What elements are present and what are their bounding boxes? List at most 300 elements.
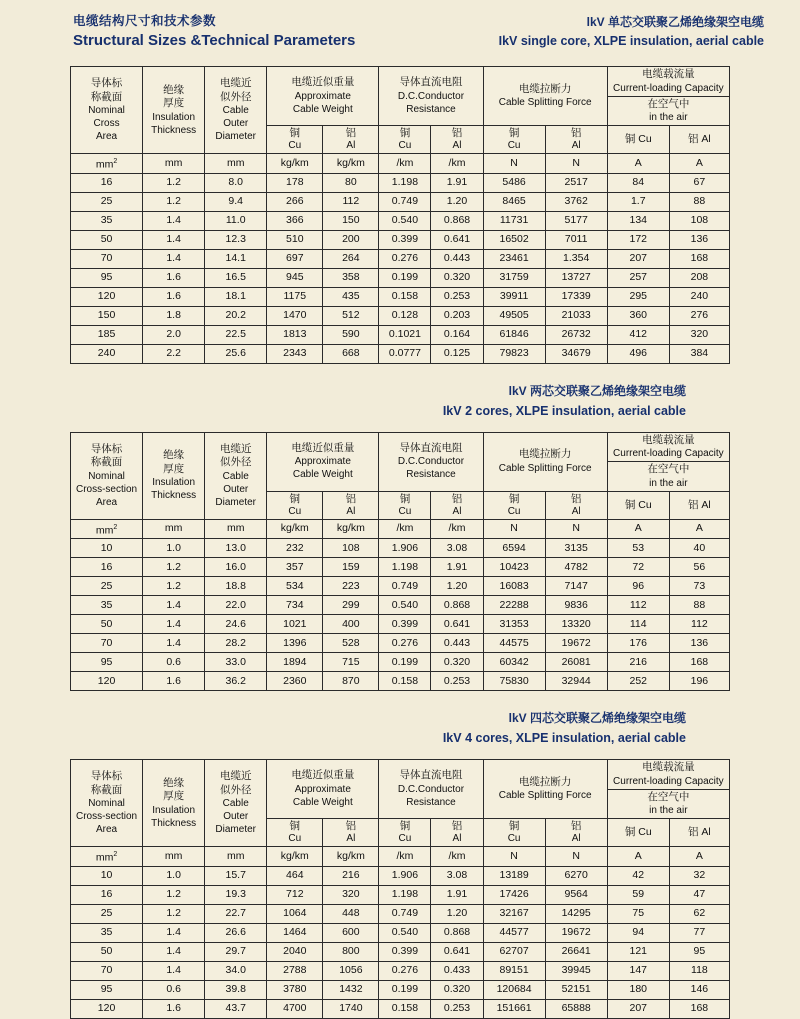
unit-weight-al: kg/km <box>323 519 379 539</box>
table-cell: 800 <box>323 942 379 961</box>
table-cell: 118 <box>669 961 729 980</box>
unit-weight-cu: kg/km <box>267 519 323 539</box>
table-cell: 31759 <box>483 268 545 287</box>
table-cell: 10423 <box>483 558 545 577</box>
table-cell: 0.399 <box>379 230 431 249</box>
label-cn: 铜 Cu <box>624 498 652 511</box>
table-row <box>71 672 730 691</box>
table-cell: 13.0 <box>205 539 267 558</box>
table-cell: 22.5 <box>205 325 267 344</box>
label-en2: Resistance <box>406 796 456 808</box>
table-cell: 3.08 <box>431 866 483 885</box>
table-cell: 2.0 <box>143 325 205 344</box>
table-cell: 1056 <box>323 961 379 980</box>
table-cell: 0.253 <box>431 672 483 691</box>
table-cell: 0.128 <box>379 306 431 325</box>
label-en1: Approximate <box>294 456 351 468</box>
table-cell: 120684 <box>483 980 545 999</box>
table-cell: 95 <box>71 980 143 999</box>
label-cn1: 电缆近 <box>219 77 252 89</box>
table-cell: 207 <box>607 999 669 1018</box>
label-cn1: 绝缘 <box>163 776 185 789</box>
table-cell: 510 <box>267 230 323 249</box>
table-cell: 9836 <box>545 596 607 615</box>
col-outer-diameter <box>205 432 267 519</box>
label-cn: 铜 <box>289 820 301 832</box>
table-row <box>71 249 730 268</box>
table-cell: 0.6 <box>143 653 205 672</box>
table-cell: 1.198 <box>379 885 431 904</box>
unit-force-cu: N <box>483 519 545 539</box>
table-body-2 <box>71 539 730 691</box>
units-row <box>71 847 730 867</box>
col-splitting-force <box>483 760 607 819</box>
table-cell: 89151 <box>483 961 545 980</box>
label-en2: Thickness <box>151 124 197 136</box>
header-row-1 <box>71 432 730 462</box>
table-cell: 44575 <box>483 634 545 653</box>
col-insulation-thickness <box>143 432 205 519</box>
table-cell: 216 <box>607 653 669 672</box>
table-cell: 168 <box>669 249 729 268</box>
table-cell: 295 <box>607 287 669 306</box>
table-cell: 16083 <box>483 577 545 596</box>
table-cell: 1.91 <box>431 173 483 192</box>
unit-current-al: A <box>669 519 729 539</box>
table-cell: 1.8 <box>143 306 205 325</box>
table-cell: 8465 <box>483 192 545 211</box>
label-en: Al <box>452 140 462 151</box>
table-cell: 0.868 <box>431 596 483 615</box>
label-cn2: 似外径 <box>219 783 252 796</box>
table-cell: 0.320 <box>431 268 483 287</box>
table-cell: 1.6 <box>143 999 205 1018</box>
label-cn: 电缆拉断力 <box>518 82 572 95</box>
table-cell: 56 <box>669 558 729 577</box>
unit-current-al: A <box>669 154 729 174</box>
table-cell: 28.2 <box>205 634 267 653</box>
unit-weight-al: kg/km <box>323 847 379 867</box>
unit-resistance-al: /km <box>431 154 483 174</box>
label-cn: 铜 <box>399 127 411 139</box>
label-cn: 电缆近似重量 <box>291 76 355 89</box>
units-row <box>71 154 730 174</box>
table-cell: 0.199 <box>379 980 431 999</box>
table-cell: 88 <box>669 596 729 615</box>
label-en2: Cross-section <box>75 811 138 822</box>
table-cell: 35 <box>71 211 143 230</box>
page-title-en: Structural Sizes &Technical Parameters <box>73 32 356 49</box>
table-cell: 320 <box>669 325 729 344</box>
table-cell: 32167 <box>483 904 545 923</box>
table-cell: 870 <box>323 672 379 691</box>
table-cell: 1.4 <box>143 634 205 653</box>
col-current-capacity-air <box>607 789 729 819</box>
table-cell: 1.4 <box>143 211 205 230</box>
table-cell: 96 <box>607 577 669 596</box>
table-cell: 2.2 <box>143 344 205 363</box>
table-cell: 534 <box>267 577 323 596</box>
table-cell: 0.399 <box>379 942 431 961</box>
table-cell: 13189 <box>483 866 545 885</box>
label-en1: Cable <box>222 105 249 116</box>
table-row <box>71 173 730 192</box>
table-cell: 945 <box>267 268 323 287</box>
label-cn: 铝 <box>570 127 582 139</box>
table-cell: 29.7 <box>205 942 267 961</box>
table-cell: 44577 <box>483 923 545 942</box>
label-en3: Area <box>95 496 118 508</box>
label-en3: Area <box>95 824 118 835</box>
label-cn: 电缆载流量 <box>642 68 695 80</box>
unit-cross-area: $mm^2$ <box>71 847 143 867</box>
label-cn: 导体直流电阻 <box>399 441 463 454</box>
table-cell: 10 <box>71 539 143 558</box>
table-row <box>71 211 730 230</box>
subcol-weight-cu <box>267 126 323 154</box>
table-cell: 1021 <box>267 615 323 634</box>
table-cell: 136 <box>669 230 729 249</box>
unit-diameter: mm <box>205 154 267 174</box>
subcol-force-al <box>545 126 607 154</box>
table-cell: 22.0 <box>205 596 267 615</box>
label-en: Current-loading Capacity <box>613 82 724 94</box>
table-cell: 8.0 <box>205 173 267 192</box>
table-cell: 16502 <box>483 230 545 249</box>
table-cell: 1.4 <box>143 923 205 942</box>
spec-table-2 <box>70 432 730 692</box>
table-cell: 47 <box>669 885 729 904</box>
unit-force-cu: N <box>483 847 545 867</box>
col-nominal-cross-area <box>71 432 143 519</box>
label-cn2: 称截面 <box>90 456 123 468</box>
table-cell: 1.91 <box>431 885 483 904</box>
subcol-resistance-al <box>431 819 483 847</box>
table-cell: 412 <box>607 325 669 344</box>
table-cell: 0.443 <box>431 249 483 268</box>
label-cn: 铜 <box>399 820 411 832</box>
table-cell: 120 <box>71 287 143 306</box>
label-en2: Outer <box>223 118 249 129</box>
table-cell: 39.8 <box>205 980 267 999</box>
table-cell: 19.3 <box>205 885 267 904</box>
label-en: Cu <box>288 505 302 517</box>
label-cn: 电缆近似重量 <box>291 769 355 782</box>
table-cell: 120 <box>71 999 143 1018</box>
table-cell: 42 <box>607 866 669 885</box>
table-cell: 0.540 <box>379 211 431 230</box>
table-row <box>71 268 730 287</box>
col-current-capacity-air <box>607 462 729 492</box>
subcol-resistance-cu <box>379 491 431 519</box>
table-cell: 33.0 <box>205 653 267 672</box>
table-cell: 159 <box>323 558 379 577</box>
table-cell: 7011 <box>545 230 607 249</box>
table-body-1 <box>71 173 730 363</box>
table-cell: 266 <box>267 192 323 211</box>
table-cell: 32 <box>669 866 729 885</box>
table-cell: 95 <box>669 942 729 961</box>
table-row <box>71 539 730 558</box>
table-cell: 62 <box>669 904 729 923</box>
label-en3: Area <box>95 131 118 142</box>
caption-en: IkV 2 cores, XLPE insulation, aerial cable <box>442 403 686 418</box>
table-cell: 17426 <box>483 885 545 904</box>
label-en3: Diameter <box>215 131 256 142</box>
label-en: Al <box>571 833 581 844</box>
table-cell: 3135 <box>545 539 607 558</box>
table-cell: 26081 <box>545 653 607 672</box>
table-cell: 25 <box>71 904 143 923</box>
label-cn: 导体直流电阻 <box>399 76 463 89</box>
table-cell: 0.641 <box>431 230 483 249</box>
label-en1: Insulation <box>152 477 196 488</box>
table-cell: 257 <box>607 268 669 287</box>
table-cell: 2360 <box>267 672 323 691</box>
table-cell: 0.158 <box>379 287 431 306</box>
table-cell: 18.8 <box>205 577 267 596</box>
table-cell: 0.276 <box>379 961 431 980</box>
table-cell: 168 <box>669 653 729 672</box>
table-cell: 1.906 <box>379 866 431 885</box>
label-en: Cable Splitting Force <box>498 97 592 109</box>
label-en: Al <box>346 140 356 151</box>
label-cn: 铝 Al <box>688 826 711 838</box>
table-cell: 600 <box>323 923 379 942</box>
table-cell: 1396 <box>267 634 323 653</box>
label-cn1: 电缆近 <box>219 770 252 782</box>
table-cell: 1.2 <box>143 904 205 923</box>
table-cell: 25 <box>71 192 143 211</box>
table-cell: 150 <box>323 211 379 230</box>
table-cell: 151661 <box>483 999 545 1018</box>
label-cn2: 厚度 <box>163 462 185 475</box>
table-cell: 26.6 <box>205 923 267 942</box>
table-cell: 0.443 <box>431 634 483 653</box>
table-cell: 79823 <box>483 344 545 363</box>
table-cell: 95 <box>71 268 143 287</box>
subcol-weight-al <box>323 491 379 519</box>
table-cell: 16 <box>71 885 143 904</box>
unit-force-al: N <box>545 154 607 174</box>
table-cell: 12.3 <box>205 230 267 249</box>
table-cell: 18.1 <box>205 287 267 306</box>
label-en2: Thickness <box>151 817 197 829</box>
label-en: Al <box>346 505 356 517</box>
label-en3: Diameter <box>215 824 256 835</box>
table-cell: 22288 <box>483 596 545 615</box>
table-row <box>71 615 730 634</box>
table-cell: 1813 <box>267 325 323 344</box>
table-cell: 1.906 <box>379 539 431 558</box>
label-en1: Nominal <box>88 470 125 482</box>
unit-insulation: mm <box>143 847 205 867</box>
table-cell: 11731 <box>483 211 545 230</box>
table-cell: 80 <box>323 173 379 192</box>
label-cn: 在空气中 <box>647 463 690 475</box>
subcol-current-al <box>669 126 729 154</box>
subcol-force-al <box>545 819 607 847</box>
table-cell: 1.0 <box>143 539 205 558</box>
table-cell: 25 <box>71 577 143 596</box>
table-cell: 22.7 <box>205 904 267 923</box>
table-cell: 180 <box>607 980 669 999</box>
table-cell: 73 <box>669 577 729 596</box>
table-cell: 232 <box>267 539 323 558</box>
label-en2: Resistance <box>406 103 456 115</box>
unit-cross-area: $mm^2$ <box>71 519 143 539</box>
table-cell: 150 <box>71 306 143 325</box>
spec-table-1 <box>70 66 730 364</box>
table-cell: 0.125 <box>431 344 483 363</box>
table-cell: 4700 <box>267 999 323 1018</box>
subcol-resistance-al <box>431 126 483 154</box>
subcol-weight-al <box>323 819 379 847</box>
col-current-capacity <box>607 760 729 790</box>
label-en2: Outer <box>223 483 249 495</box>
subcol-current-cu <box>607 491 669 519</box>
label-en: Cable Splitting Force <box>498 790 592 802</box>
table-row <box>71 192 730 211</box>
document-header <box>18 10 782 58</box>
label-en: in the air <box>649 477 688 489</box>
col-insulation-thickness <box>143 760 205 847</box>
table-body-3 <box>71 866 730 1018</box>
label-cn: 铜 <box>508 492 520 505</box>
header-row-1 <box>71 760 730 790</box>
label-en: Al <box>346 833 356 844</box>
unit-weight-al: kg/km <box>323 154 379 174</box>
table-cell: 11.0 <box>205 211 267 230</box>
label-en: in the air <box>649 805 688 816</box>
unit-resistance-al: /km <box>431 519 483 539</box>
subcol-force-al <box>545 491 607 519</box>
label-cn: 在空气中 <box>647 97 690 110</box>
table-row <box>71 287 730 306</box>
table-cell: 223 <box>323 577 379 596</box>
table-cell: 358 <box>323 268 379 287</box>
subcol-weight-al <box>323 126 379 154</box>
table-cell: 668 <box>323 344 379 363</box>
table-cell: 264 <box>323 249 379 268</box>
label-en: Cu <box>288 140 302 151</box>
table-cell: 400 <box>323 615 379 634</box>
table-row <box>71 577 730 596</box>
table-cell: 366 <box>267 211 323 230</box>
header-right-subtitles <box>499 12 764 51</box>
col-splitting-force <box>483 432 607 491</box>
table-cell: 0.276 <box>379 249 431 268</box>
table-row <box>71 980 730 999</box>
header-row-1 <box>71 67 730 97</box>
table-cell: 0.1021 <box>379 325 431 344</box>
table-cell: 435 <box>323 287 379 306</box>
table-cell: 6270 <box>545 866 607 885</box>
table-cell: 147 <box>607 961 669 980</box>
table-cell: 1.20 <box>431 192 483 211</box>
subcol-current-al <box>669 491 729 519</box>
unit-resistance-cu: /km <box>379 519 431 539</box>
table-cell: 276 <box>669 306 729 325</box>
unit-weight-cu: kg/km <box>267 847 323 867</box>
table-cell: 0.540 <box>379 923 431 942</box>
subcol-force-cu <box>483 819 545 847</box>
table-cell: 0.320 <box>431 980 483 999</box>
caption-cn: lkV 四芯交联聚乙烯绝缘架空电缆 <box>508 711 686 725</box>
table-cell: 1.6 <box>143 672 205 691</box>
col-dc-resistance <box>379 760 483 819</box>
label-en2: Cable Weight <box>292 103 353 115</box>
label-en1: D.C.Conductor <box>397 90 465 102</box>
table-cell: 240 <box>71 344 143 363</box>
section-caption-4-cores <box>18 709 782 749</box>
label-en2: Cable Weight <box>292 469 353 481</box>
table-cell: 1175 <box>267 287 323 306</box>
subcol-force-cu <box>483 491 545 519</box>
unit-cross-area: $mm^2$ <box>71 154 143 174</box>
table-row <box>71 558 730 577</box>
table-cell: 0.320 <box>431 653 483 672</box>
table-cell: 0.158 <box>379 999 431 1018</box>
table-cell: 35 <box>71 923 143 942</box>
table-cell: 200 <box>323 230 379 249</box>
table-cell: 25.6 <box>205 344 267 363</box>
table-cell: 5486 <box>483 173 545 192</box>
table-cell: 146 <box>669 980 729 999</box>
label-en1: Insulation <box>152 804 196 816</box>
table-cell: 43.7 <box>205 999 267 1018</box>
table-cell: 2040 <box>267 942 323 961</box>
unit-resistance-cu: /km <box>379 154 431 174</box>
unit-force-al: N <box>545 519 607 539</box>
table-cell: 168 <box>669 999 729 1018</box>
table-cell: 121 <box>607 942 669 961</box>
table-cell: 21033 <box>545 306 607 325</box>
table-cell: 9564 <box>545 885 607 904</box>
table-cell: 60342 <box>483 653 545 672</box>
table-cell: 0.199 <box>379 653 431 672</box>
unit-current-cu: A <box>607 154 669 174</box>
table-cell: 1.4 <box>143 596 205 615</box>
table-cell: 384 <box>669 344 729 363</box>
table-cell: 114 <box>607 615 669 634</box>
label-cn2: 称截面 <box>90 783 123 796</box>
table-row <box>71 306 730 325</box>
label-cn1: 导体标 <box>90 442 123 455</box>
table-cell: 75830 <box>483 672 545 691</box>
table-cell: 136 <box>669 634 729 653</box>
table-cell: 53 <box>607 539 669 558</box>
table-cell: 2517 <box>545 173 607 192</box>
table-cell: 0.641 <box>431 615 483 634</box>
table-cell: 108 <box>323 539 379 558</box>
col-splitting-force <box>483 67 607 126</box>
table-cell: 1.4 <box>143 249 205 268</box>
label-cn2: 厚度 <box>163 97 185 109</box>
table-cell: 112 <box>607 596 669 615</box>
table-cell: 134 <box>607 211 669 230</box>
label-en3: Diameter <box>215 496 256 508</box>
table-cell: 1432 <box>323 980 379 999</box>
col-outer-diameter <box>205 760 267 847</box>
table-cell: 3.08 <box>431 539 483 558</box>
table-cell: 1894 <box>267 653 323 672</box>
table-cell: 0.868 <box>431 211 483 230</box>
table-cell: 120 <box>71 672 143 691</box>
label-cn: 铝 <box>345 127 357 139</box>
table-cell: 1.4 <box>143 615 205 634</box>
col-current-capacity <box>607 67 729 97</box>
